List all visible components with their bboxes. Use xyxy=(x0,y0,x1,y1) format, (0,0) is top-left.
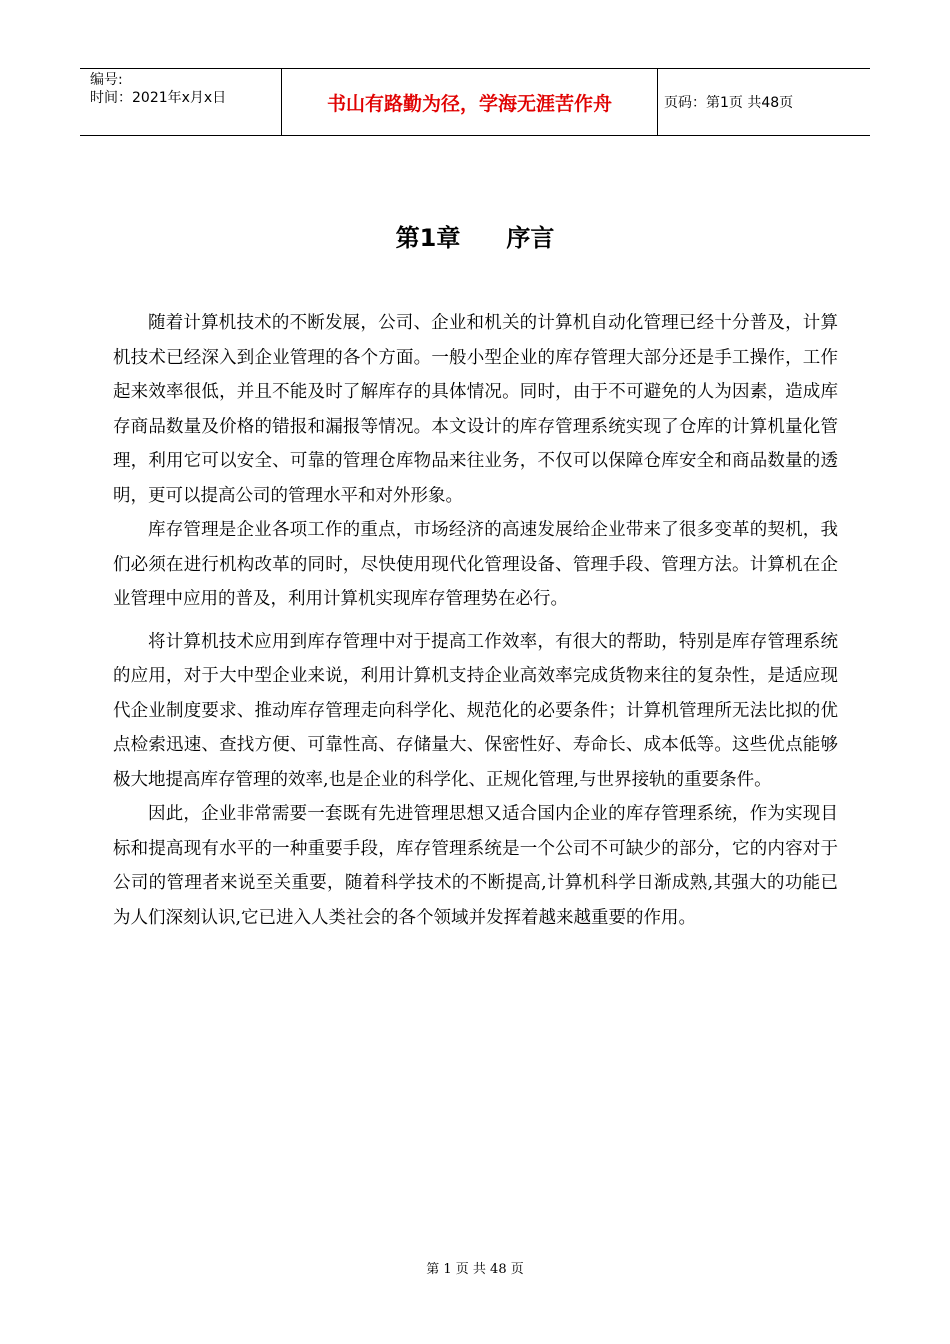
paragraph: 随着计算机技术的不断发展，公司、企业和机关的计算机自动化管理已经十分普及，计算机技术已经深入到企业管理的各个方面。一般小型企业的库存管理大部分还是手工操作，工作起来效率很低，并且不能及时了解库存的具体情况。同时，由于不可避免的人为因素，造成库存商品数量及价格的错报和漏报等情况。本文设计的库存管理系统实现了仓库的计算机量化管理，利用它可以安全、可靠的管理仓库物品来往业务，不仅可以保障仓库安全和商品数量的透明，更可以提高公司的管理水平和对外形象。 xyxy=(113,313,838,506)
header-meta-cell xyxy=(80,69,282,135)
header-page-info: 页码：第1页 共48页 xyxy=(664,95,794,111)
chapter-number: 第1章 xyxy=(395,224,461,252)
page-footer: 第 1 页 共 48 页 xyxy=(426,1262,524,1277)
paragraph: 因此，企业非常需要一套既有先进管理思想又适合国内企业的库存管理系统，作为实现目标和提高现有水平的一种重要手段，库存管理系统是一个公司不可缺少的部分，它的内容对于公司的管理者来说至关重要，随着科学技术的不断提高,计算机科学日渐成熟,其强大的功能已为人们深刻认识,它已进入人类社会的各个领域并发挥着越来越重要的作用。 xyxy=(113,804,838,928)
header-motto: 书山有路勤为径，学海无涯苦作舟 xyxy=(282,69,658,135)
header-number-label: 编号: xyxy=(90,72,123,88)
chapter-title: 序言 xyxy=(506,224,555,252)
body-text xyxy=(113,306,838,935)
document-header xyxy=(80,68,870,136)
paragraph: 库存管理是企业各项工作的重点，市场经济的高速发展给企业带来了很多变革的契机，我们必须在进行机构改革的同时，尽快使用现代化管理设备、管理手段、管理方法。计算机在企业管理中应用的普及，利用计算机实现库存管理势在必行。 xyxy=(113,520,838,609)
chapter-heading xyxy=(0,218,950,253)
header-date-label: 时间：2021年x月x日 xyxy=(90,90,227,106)
paragraph: 将计算机技术应用到库存管理中对于提高工作效率，有很大的帮助，特别是库存管理系统的应用，对于大中型企业来说，利用计算机支持企业高效率完成货物来往的复杂性，是适应现代企业制度要求、推动库存管理走向科学化、规范化的必要条件；计算机管理所无法比拟的优点检索迅速、查找方便、可靠性高、存储量大、保密性好、寿命长、成本低等。这些优点能够极大地提高库存管理的效率,也是企业的科学化、正规化管理,与世界接轨的重要条件。 xyxy=(113,631,838,790)
